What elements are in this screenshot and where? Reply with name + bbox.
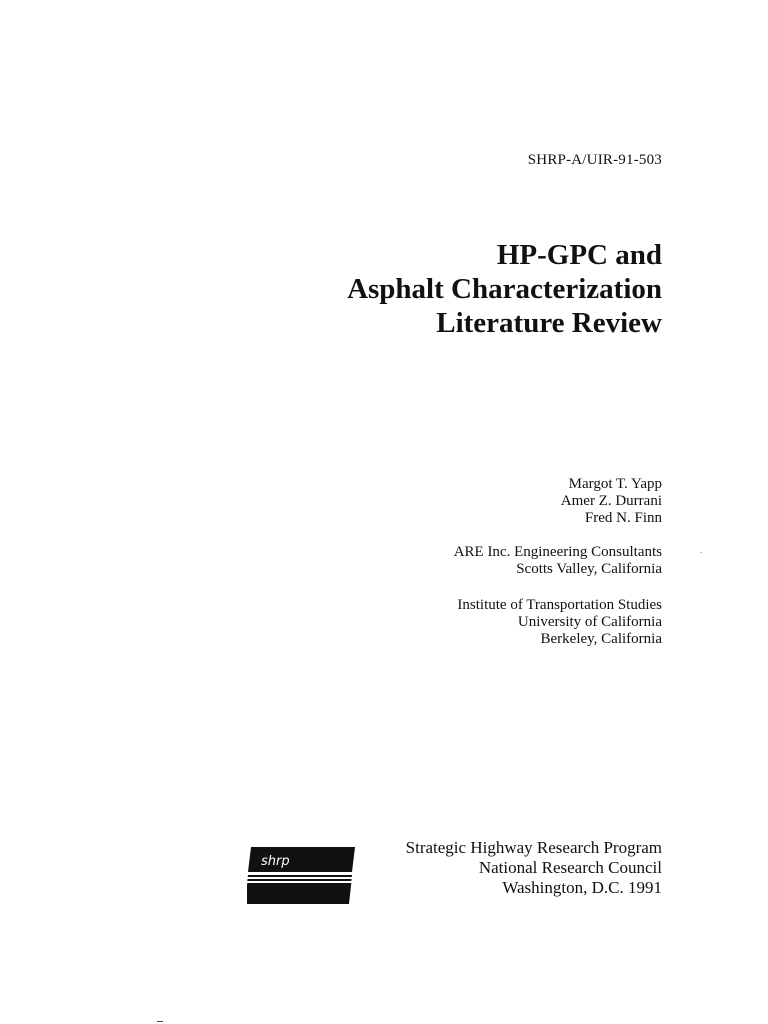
shrp-logo [247, 846, 355, 904]
title-line-2: Asphalt Characterization [347, 273, 662, 305]
publisher-block [406, 838, 662, 898]
affiliation-line: Scotts Valley, California [516, 561, 662, 577]
affiliation-its-berkeley [457, 597, 662, 648]
author-list [561, 476, 662, 527]
publisher-line: Strategic Highway Research Program [405, 838, 662, 857]
affiliation-line: University of California [517, 614, 662, 630]
author-name: Amer Z. Durrani [560, 493, 662, 509]
report-number: SHRP-A/UIR-91-503 [527, 152, 662, 168]
publisher-line: National Research Council [478, 858, 662, 877]
affiliation-line: ARE Inc. Engineering Consultants [453, 544, 662, 560]
title-line-3: Literature Review [436, 307, 662, 339]
shrp-logo-text: shrp [261, 854, 290, 869]
publisher-line: Washington, D.C. 1991 [502, 878, 662, 897]
affiliation-line: Berkeley, California [540, 631, 662, 647]
author-name: Fred N. Finn [584, 510, 662, 526]
report-title [347, 238, 662, 340]
author-name: Margot T. Yapp [568, 476, 662, 492]
affiliation-are-inc [454, 544, 662, 578]
affiliation-line: Institute of Transportation Studies [457, 597, 662, 613]
title-line-1: HP-GPC and [496, 239, 662, 271]
scan-speck [157, 1021, 163, 1022]
scan-speck [700, 552, 702, 553]
